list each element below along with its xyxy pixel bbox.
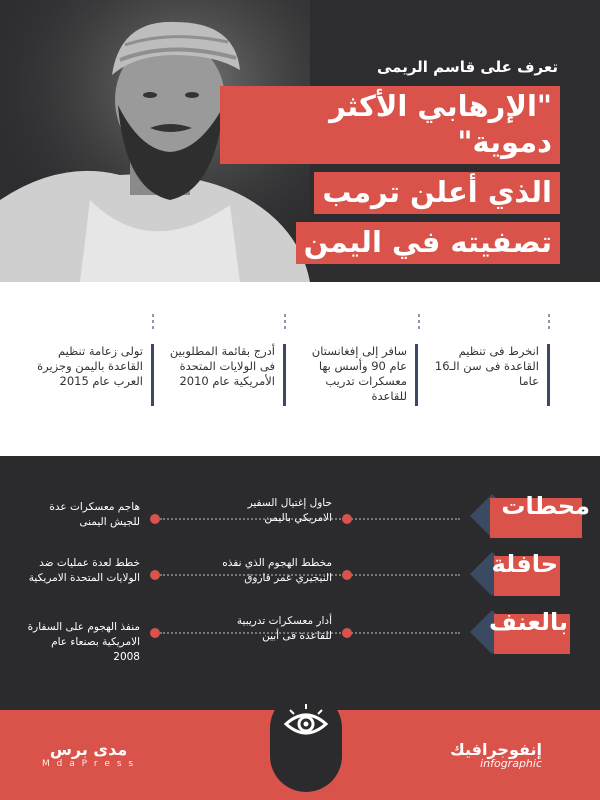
- title-line-3: تصفيته في اليمن: [220, 222, 560, 264]
- timeline-item: تولى زعامة تنظيم القاعدة باليمن وجزيرة العرب عام 2015: [36, 344, 154, 406]
- footer: [0, 710, 600, 800]
- timeline-marker: [548, 314, 550, 332]
- station-word: محطات: [470, 486, 600, 546]
- eye-badge: [270, 692, 342, 792]
- timeline-marker: [418, 314, 420, 332]
- station-item: خطط لعدة عمليات ضد الولايات المتحدة الامريكية: [28, 557, 140, 584]
- timeline-marker: [152, 314, 154, 332]
- intro-text: تعرف على قاسم الريمى: [376, 58, 558, 76]
- title-block: [220, 58, 560, 272]
- stations-section: [0, 456, 600, 710]
- station-word: بالعنف: [470, 602, 600, 662]
- station-dot: [150, 570, 160, 580]
- station-dot: [342, 628, 352, 638]
- mada-press-logo: مدى برس M d a P r e s s: [42, 740, 136, 769]
- timeline-item: انخرط فى تنظيم القاعدة فى سن الـ16 عاما: [432, 344, 550, 406]
- station-dot: [342, 570, 352, 580]
- station-item: هاجم معسكرات عدة للجيش اليمنى: [49, 501, 140, 528]
- timeline-section: [0, 282, 600, 456]
- title-line-2: الذي أعلن ترمب: [220, 172, 560, 214]
- station-dot: [150, 514, 160, 524]
- timeline-marker: [284, 314, 286, 332]
- station-dot: [342, 514, 352, 524]
- station-item: مخطط الهجوم الذي نفذه النيجيري عمر فاروق: [222, 557, 332, 584]
- station-word: حافلة: [470, 544, 600, 604]
- station-item: حاول إغتيال السفير الامريكي باليمن: [247, 497, 332, 524]
- station-dot: [150, 628, 160, 638]
- timeline-item: سافر إلى إفغانستان عام 90 وأسس بها معسكرات تدريب للقاعدة: [300, 344, 418, 406]
- eye-icon: [282, 700, 330, 748]
- title-line-1: "الإرهابي الأكثر دموية": [220, 86, 560, 164]
- timeline-item: أدرج بقائمة المطلوبين فى الولايات المتحدة الأمريكية عام 2010: [168, 344, 286, 406]
- station-item: منفذ الهجوم على السفارة الامريكية بصنعاء عام 2008: [27, 621, 140, 663]
- station-item: أدار معسكرات تدريبية للقاعدة فى أبين: [236, 615, 332, 642]
- infographic-label: إنفوجرافيك infographic: [450, 740, 542, 770]
- header-section: [0, 0, 600, 282]
